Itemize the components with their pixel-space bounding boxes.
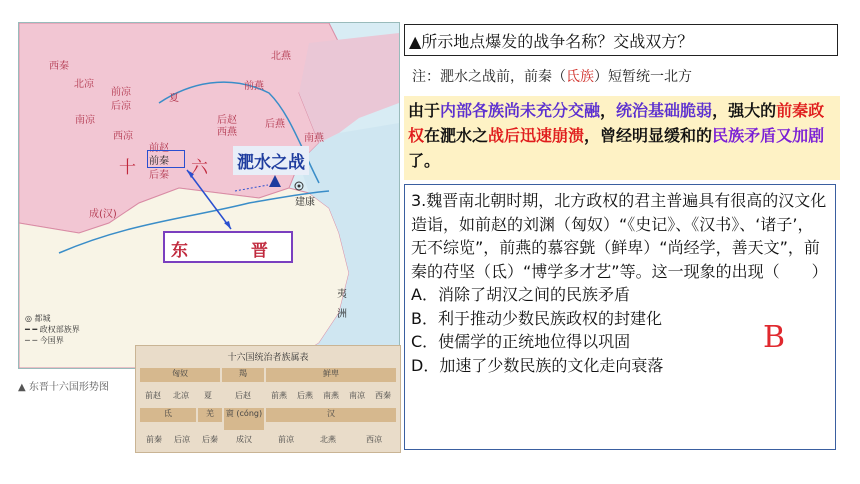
label-xiyan: 西燕 [217, 127, 237, 138]
question-stem: 3.魏晋南北朝时期，北方政权的君主普遍具有很高的汉文化造诣，如前赵的刘渊（匈奴）“《史记》、《汉书》、‘诸子’，无不综览”，前燕的慕容皝（鲜卑）“尚经学，善天文”，前秦的苻坚（氐）“博学多才艺”等。这一现象的出现（ ） [411, 191, 828, 281]
battle-label: 淝水之战 [233, 146, 309, 175]
state-cell: 后赵 [235, 391, 251, 400]
group-cong: 賨 (cóng) [224, 408, 264, 430]
historical-map [18, 22, 400, 369]
legend-boundary: ━ ━ 政权部族界 [25, 325, 80, 334]
group-xianbei: 鲜卑 [266, 368, 396, 382]
label-houyan: 后燕 [265, 119, 285, 130]
label-jiankang: 建康 [295, 197, 315, 208]
label-qianyan: 前燕 [244, 81, 264, 92]
hl-text: ， [600, 101, 617, 120]
hl-text: 了。 [408, 151, 441, 170]
state-cell: 后秦 [202, 435, 218, 444]
note-red: 氐族 [566, 69, 594, 85]
qianqin-highlight-box [147, 150, 185, 168]
label-houliang: 后凉 [111, 101, 131, 112]
hl-text: ，强大的 [712, 101, 777, 120]
group-xiongnu: 匈奴 [140, 368, 220, 382]
map-legend [25, 313, 145, 346]
label-yi: 夷 [337, 289, 347, 300]
group-qiang: 羌 [198, 408, 222, 422]
group-han: 汉 [266, 408, 396, 422]
note [412, 66, 692, 86]
label-xiqin: 西秦 [49, 61, 69, 72]
state-cell: 北凉 [173, 391, 189, 400]
label-qianliang: 前凉 [111, 87, 131, 98]
hl-purple: 民族矛盾又加剧 [712, 126, 825, 145]
group-di: 氐 [140, 408, 196, 422]
question-header: ▲所示地点爆发的战争名称？交战双方？ [409, 32, 694, 51]
label-qianzhao: 前赵 [149, 143, 169, 154]
legend-capital: ◎ 都城 [25, 314, 51, 323]
label-jin: 晋 [251, 241, 268, 261]
hl-red: 前秦政权 [408, 101, 825, 145]
label-shi: 十 [119, 158, 136, 178]
highlight-explanation [404, 96, 840, 180]
question-box [404, 184, 836, 450]
question-header-box [404, 24, 838, 56]
state-cell: 南凉 [349, 391, 365, 400]
option-a[interactable]: A．消除了胡汉之间的民族矛盾 [411, 285, 630, 304]
label-houqin: 后秦 [149, 170, 169, 181]
state-cell: 前燕 [271, 391, 287, 400]
state-cell: 后燕 [297, 391, 313, 400]
label-dong: 东 [171, 241, 188, 261]
table-title: 十六国统治者族属表 [227, 353, 309, 363]
state-cell: 夏 [204, 391, 212, 400]
state-cell: 南燕 [323, 391, 339, 400]
label-houzhao: 后赵 [217, 115, 237, 126]
label-nanyan: 南燕 [304, 133, 324, 144]
label-xia: 夏 [169, 93, 179, 104]
state-cell: 北燕 [320, 435, 336, 444]
map-caption: ▲ 东晋十六国形势图 [18, 382, 109, 393]
legend-modern-border: ─ ─ 今国界 [25, 336, 64, 345]
option-d[interactable]: D．加速了少数民族的文化走向衰落 [411, 355, 664, 375]
label-qianqin: 前秦 [149, 156, 169, 167]
state-cell: 前凉 [278, 435, 294, 444]
label-zhou: 洲 [337, 309, 347, 320]
label-chenghan: 成(汉) [89, 209, 117, 220]
hl-text: 在淝水之 [424, 126, 489, 145]
hl-blue: 统治基础脆弱 [616, 101, 713, 120]
state-cell: 成汉 [236, 435, 252, 444]
label-beiyan: 北燕 [271, 51, 291, 62]
label-xiliang: 西凉 [113, 131, 133, 142]
label-beiliang: 北凉 [74, 79, 94, 90]
state-cell: 西凉 [366, 435, 382, 444]
state-cell: 西秦 [375, 391, 391, 400]
option-b[interactable]: B．利于推动少数民族政权的封建化 [411, 308, 662, 328]
group-jie: 羯 [222, 368, 264, 382]
note-suffix: ）短暂统一北方 [594, 69, 692, 85]
hl-text: 由于 [408, 101, 441, 120]
label-liu: 六 [191, 158, 208, 178]
dongjin-box [163, 231, 293, 263]
state-cell: 后凉 [174, 435, 190, 444]
option-c[interactable]: C．使儒学的正统地位得以巩固 [411, 332, 631, 351]
state-cell: 前秦 [146, 435, 162, 444]
hl-blue: 内部各族尚未充分交融 [440, 101, 601, 120]
note-prefix: 注：淝水之战前，前秦（ [412, 69, 566, 85]
hl-text: ，曾经明显缓和的 [584, 126, 713, 145]
label-nanliang: 南凉 [75, 115, 95, 126]
hl-red: 战后迅速崩溃 [488, 126, 585, 145]
state-cell: 前赵 [145, 391, 161, 400]
answer-mark: B [763, 320, 786, 355]
ethnic-table [135, 345, 401, 453]
